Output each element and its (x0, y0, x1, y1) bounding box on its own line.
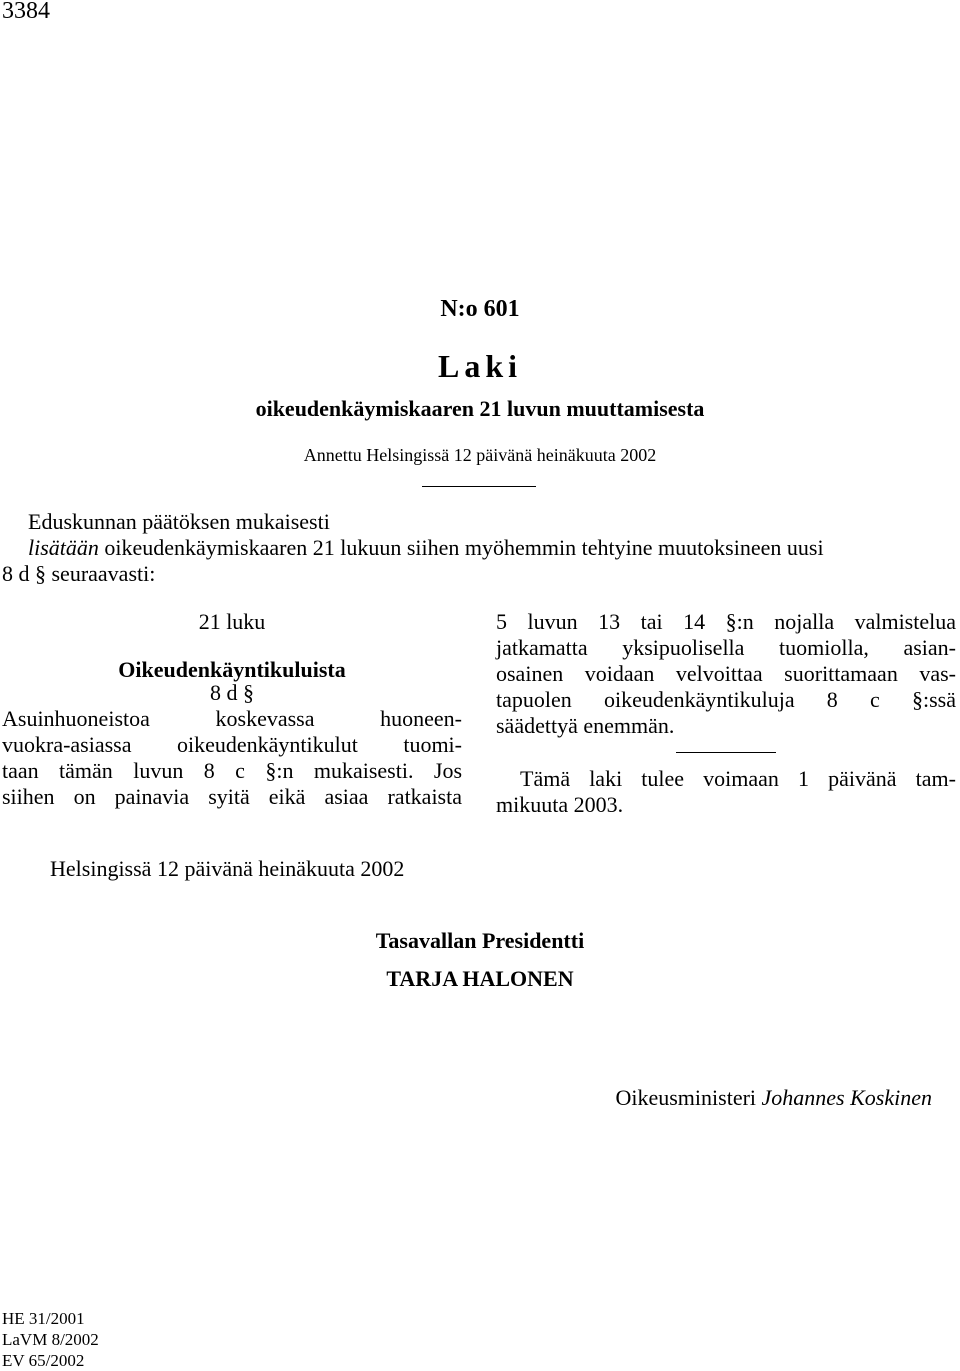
entry-into-force-line: Tämä laki tulee voimaan 1 päivänä tam- (520, 766, 956, 791)
intro-line-2 (28, 535, 824, 561)
left-paragraph-line: taan tämän luvun 8 c §:n mukaisesti. Jos (2, 758, 462, 783)
reference-line: EV 65/2002 (2, 1351, 85, 1370)
section-number: 8 d § (210, 680, 254, 705)
given-date-line: Annettu Helsingissä 12 päivänä heinäkuuta 2002 (303, 445, 657, 465)
page-number: 3384 (2, 0, 50, 24)
header-divider (422, 486, 536, 487)
minister-role: Oikeusministeri (615, 1085, 757, 1110)
minister-signature (615, 1085, 932, 1111)
chapter-label: 21 luku (198, 609, 266, 634)
reference-line: LaVM 8/2002 (2, 1330, 99, 1349)
intro-italic-verb: lisätään (28, 535, 99, 560)
left-paragraph-line: siihen on painavia syitä eikä asiaa ratkaista (2, 784, 462, 809)
place-and-date: Helsingissä 12 päivänä heinäkuuta 2002 (50, 856, 405, 881)
right-paragraph-line: jatkamatta yksipuolisella tuomiolla, asian- (496, 635, 956, 660)
statute-number: N:o 601 (440, 296, 520, 322)
law-subtitle: oikeudenkäymiskaaren 21 luvun muuttamisesta (255, 396, 705, 421)
right-paragraph-line: osainen voidaan velvoittaa suorittamaan vas- (496, 661, 956, 686)
intro-line-3: 8 d § seuraavasti: (2, 561, 156, 586)
minister-name: Johannes Koskinen (761, 1085, 932, 1110)
right-paragraph-line: säädettyä enemmän. (496, 713, 675, 738)
section-divider (676, 752, 776, 753)
intro-line-1: Eduskunnan päätöksen mukaisesti (28, 509, 330, 534)
right-paragraph-line: 5 luvun 13 tai 14 §:n nojalla valmistelua (496, 609, 956, 634)
signatory-title: Tasavallan Presidentti (375, 928, 585, 953)
left-paragraph-line: vuokra-asiassa oikeudenkäyntikulut tuomi- (2, 732, 462, 757)
left-paragraph-line: Asuinhuoneistoa koskevassa huoneen- (2, 706, 462, 731)
signatory-name: TARJA HALONEN (386, 966, 574, 991)
law-title: Laki (437, 348, 523, 384)
chapter-heading: Oikeudenkäyntikuluista (118, 657, 346, 682)
reference-line: HE 31/2001 (2, 1309, 85, 1328)
right-paragraph-line: tapuolen oikeudenkäyntikuluja 8 c §:ssä (496, 687, 956, 712)
entry-into-force-line: mikuuta 2003. (496, 792, 624, 817)
intro-line-2-rest: oikeudenkäymiskaaren 21 lukuun siihen myöhemmin tehtyine muutoksineen uusi (98, 535, 824, 560)
